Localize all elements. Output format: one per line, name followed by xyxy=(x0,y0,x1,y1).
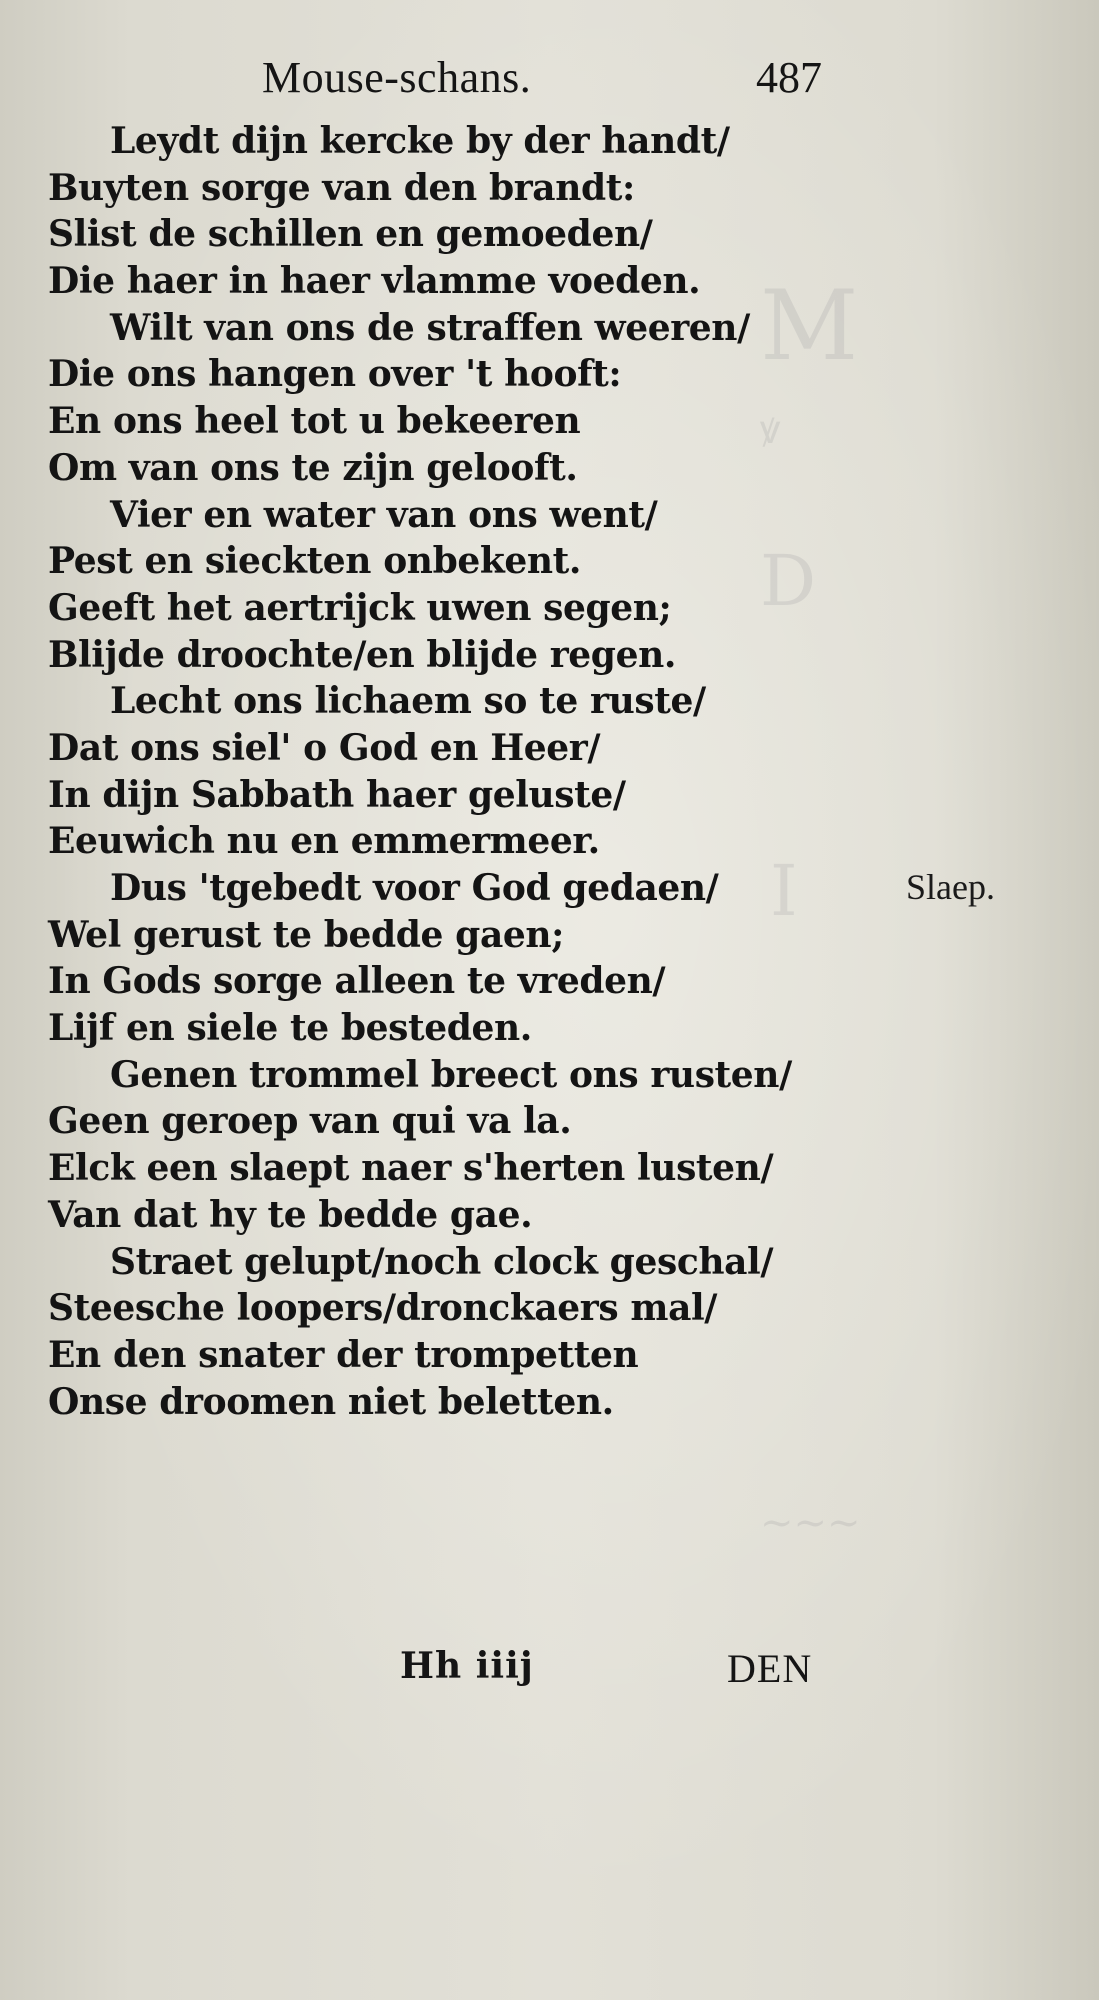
poem-line: Wel gerust te bedde gaen; xyxy=(48,913,565,956)
poem-line: En ons heel tot u bekeeren xyxy=(48,400,581,443)
poem-line: Steesche loopers/dronckaers mal/ xyxy=(48,1287,718,1330)
poem-line: Leydt dijn kercke by der handt/ xyxy=(110,120,730,162)
poem-line: Die ons hangen over 't hooft: xyxy=(48,353,622,396)
poem-line: Geen geroep van qui va la. xyxy=(48,1100,572,1143)
poem-line: Blijde droochte/en blijde regen. xyxy=(48,633,676,676)
signature-mark: Hh iiij xyxy=(400,1645,534,1687)
catchword: DEN xyxy=(727,1646,813,1691)
poem-line: Onse droomen niet beletten. xyxy=(48,1380,614,1423)
page-number: 487 xyxy=(756,53,822,102)
page-header xyxy=(0,52,1099,112)
poem-text xyxy=(48,118,878,1425)
poem-line: Dat ons siel' o God en Heer/ xyxy=(48,726,601,769)
poem-line: Om van ons te zijn gelooft. xyxy=(48,446,578,489)
poem-line: Slist de schillen en gemoeden/ xyxy=(48,213,653,256)
poem-line: In Gods sorge alleen te vreden/ xyxy=(48,960,666,1003)
margin-note: Slaep. xyxy=(906,867,995,907)
poem-line: Pest en sieckten onbekent. xyxy=(48,540,582,583)
poem-line: Wilt van ons de straffen weeren/ xyxy=(110,306,750,349)
poem-line: Lijf en siele te besteden. xyxy=(48,1007,532,1050)
poem-line: Geeft het aertrijck uwen segen; xyxy=(48,586,672,629)
poem-line: Dus 'tgebedt voor God gedaen/ xyxy=(110,867,719,909)
poem-line: Buyten sorge van den brandt: xyxy=(48,166,635,209)
poem-line: En den snater der trompetten xyxy=(48,1333,639,1376)
poem-line: In dijn Sabbath haer geluste/ xyxy=(48,773,626,816)
poem-line: Vier en water van ons went/ xyxy=(110,493,658,536)
show-through-bleed: M ꝟ D I ~~~ xyxy=(760,270,861,1546)
poem-line: Die haer in haer vlamme voeden. xyxy=(48,260,701,303)
poem-line: Lecht ons lichaem so te ruste/ xyxy=(110,680,706,723)
poem-line: Eeuwich nu en emmermeer. xyxy=(48,820,600,863)
poem-line: Van dat hy te bedde gae. xyxy=(48,1193,533,1236)
poem-line: Elck een slaept naer s'herten lusten/ xyxy=(48,1147,774,1190)
poem-line: Genen trommel breect ons rusten/ xyxy=(110,1053,792,1096)
poem-line: Straet gelupt/noch clock geschal/ xyxy=(110,1240,774,1283)
running-head: Mouse-schans. xyxy=(262,53,532,102)
